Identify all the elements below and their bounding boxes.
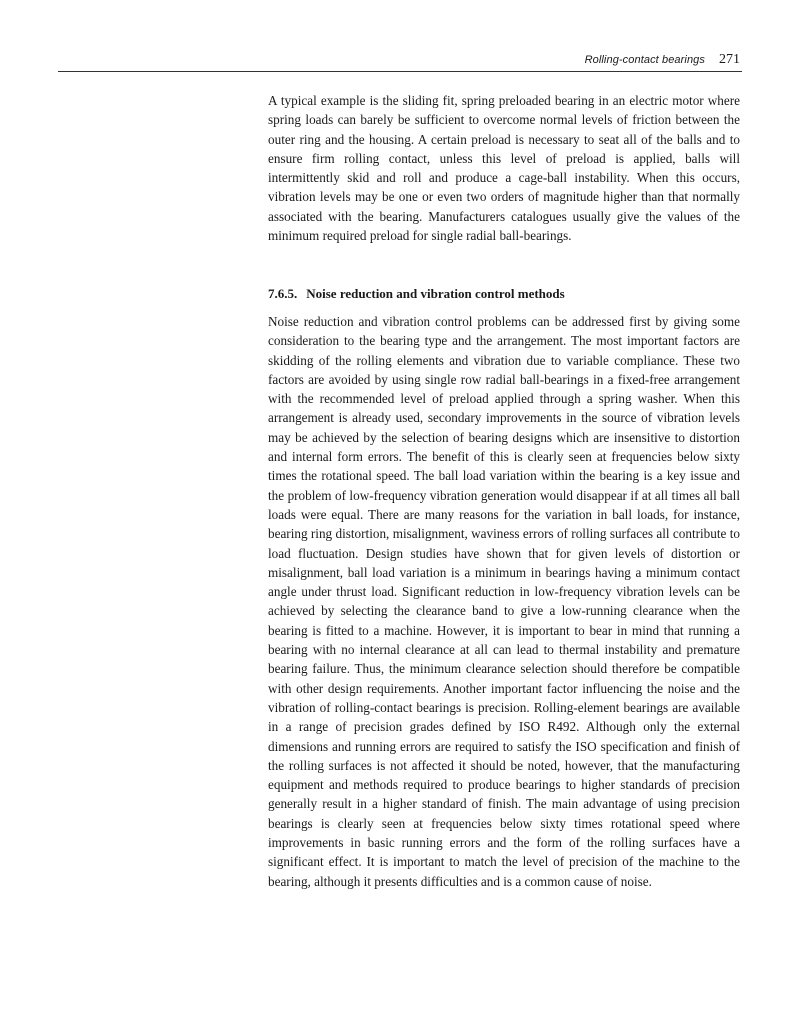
page-number: 271 xyxy=(719,52,740,67)
header-rule xyxy=(58,71,742,72)
section-number: 7.6.5. xyxy=(268,286,298,301)
running-header xyxy=(0,50,740,68)
running-title: Rolling-contact bearings xyxy=(584,54,705,66)
body-paragraph-noise-reduction: Noise reduction and vibration control problems can be addressed first by giving some consideration to the bearing type and the arrangement. The most important factors are skidding of the rolling elements and vibration due to variable compliance. These two factors are avoided by using single row radial ball-bearings in a fixed-free arrangement with the recommended level of preload applied through a spring washer. When this arrangement is already used, secondary improvements in the source of vibration levels may be achieved by the selection of bearing designs which are insensitive to distortion and internal form errors. The benefit of this is clearly seen at frequencies below sixty times the rotational speed. The ball load variation within the bearing is a key issue and the problem of low-frequency vibration generation would disappear if at all times all ball loads were equal. There are many reasons for the variation in ball loads, for instance, bearing ring distortion, misalignment, waviness errors of rolling surfaces all contribute to load fluctuation. Design studies have shown that for given levels of distortion or misalignment, ball load variation is a minimum in bearings having a minimum contact angle under thrust load. Significant reduction in low-frequency vibration levels can be achieved by selecting the clearance band to give a low-running clearance when the bearing is fitted to a machine. However, it is important to bear in mind that running a bearing with no internal clearance at all can lead to thermal instability and premature bearing failure. Thus, the minimum clearance selection should therefore be compatible with other design requirements. Another important factor influencing the noise and the vibration of rolling-contact bearings is precision. Rolling-element bearings are available in a range of precision grades defined by ISO R492. Although only the external dimensions and running errors are required to satisfy the ISO specification and finish of the rolling surfaces is not affected it should be noted, however, that the manufacturing equipment and methods required to produce bearings to higher standards of precision generally result in a higher standard of finish. The main advantage of using precision bearings is clearly seen at frequencies below sixty times rotational speed where improvements in basic running errors and the form of the rolling surfaces have a significant effect. It is important to match the level of precision of the machine to the bearing, although it presents difficulties and is a common cause of noise. xyxy=(268,314,740,889)
section-heading xyxy=(268,284,740,303)
section-title: Noise reduction and vibration control methods xyxy=(306,286,565,301)
body-paragraph-preload: A typical example is the sliding fit, spring preloaded bearing in an electric motor where spring loads can barely be sufficient to overcome normal levels of friction between the outer ring and the housing. A certain preload is necessary to seat all of the balls and to ensure firm rolling contact, unless this level of preload is applied, balls will intermittently skid and roll and produce a cage-ball instability. When this occurs, vibration levels may be one or even two orders of magnitude higher than that normally associated with the bearing. Manufacturers catalogues usually give the values of the minimum required preload for single radial ball-bearings. xyxy=(268,93,740,244)
